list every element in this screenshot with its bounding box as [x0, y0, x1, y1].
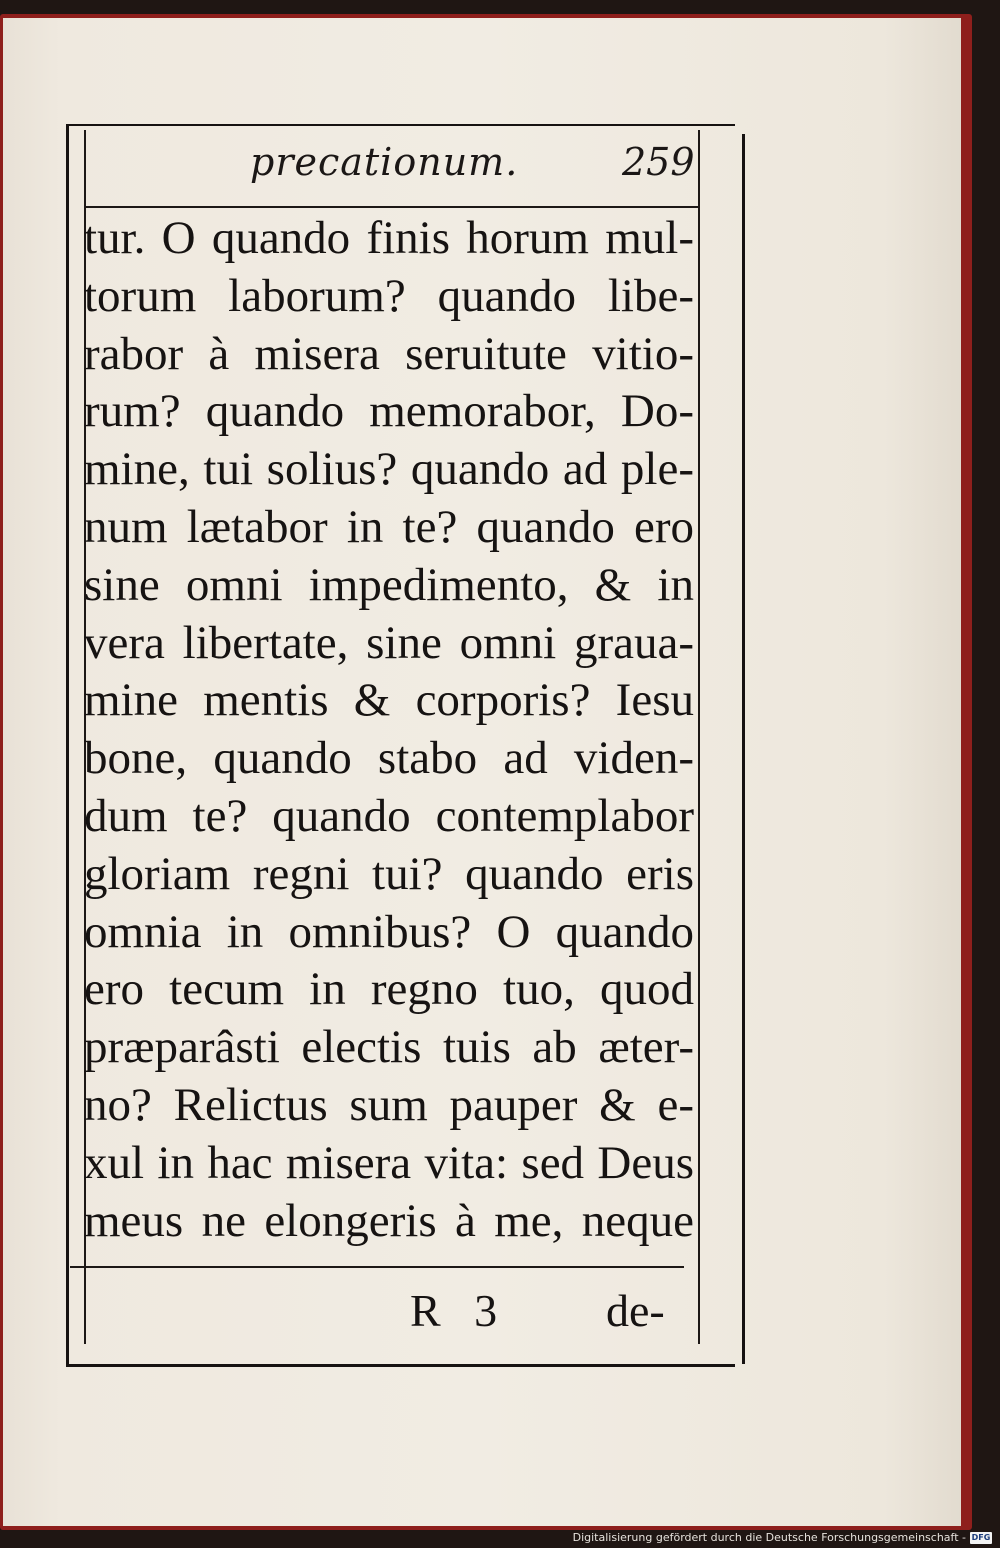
text-line: torum laborum? quando libe- [84, 269, 694, 322]
header-rule [85, 206, 699, 208]
text-line: bone, quando stabo ad viden- [84, 732, 694, 785]
text-line: vera libertate, sine omni graua- [84, 616, 694, 669]
text-line: no? Relictus sum pauper & e- [84, 1078, 694, 1131]
dfg-logo: DFG [971, 1533, 991, 1542]
text-line: num lætabor in te? quando ero [84, 500, 694, 553]
text-line: præparâsti electis tuis ab æter- [84, 1021, 694, 1074]
running-head: precationum. [250, 140, 519, 184]
footer-rule [70, 1266, 684, 1268]
text-line: xul in hac misera vita: sed Deus [84, 1136, 694, 1189]
text-line: rabor à misera seruitute vitio- [84, 327, 694, 380]
signature-mark: R 3 [410, 1285, 498, 1336]
text-line: tur. O quando finis horum mul- [84, 212, 694, 264]
page-number: 259 [622, 140, 695, 184]
text-line: rum? quando memorabor, Do- [84, 385, 694, 438]
body-text [84, 210, 694, 1250]
text-line: omnia in omnibus? O quando [84, 905, 694, 958]
catchword: de- [606, 1285, 665, 1336]
text-line: mine mentis & corporis? Iesu [84, 674, 694, 727]
text-line: ero tecum in regno tuo, quod [84, 963, 694, 1016]
digitization-credit: Digitalisierung gefördert durch die Deutsche Forschungsgemeinschaft - [572, 1531, 966, 1544]
text-line: sine omni impedimento, & in [84, 558, 694, 611]
text-line: meus ne elongeris à me, neque [84, 1194, 694, 1247]
text-line: mine, tui solius? quando ad ple- [84, 443, 694, 496]
text-line: dum te? quando contemplabor [84, 789, 694, 842]
outer-border-right [742, 134, 745, 1364]
text-line: gloriam regni tui? quando eris [84, 847, 694, 900]
